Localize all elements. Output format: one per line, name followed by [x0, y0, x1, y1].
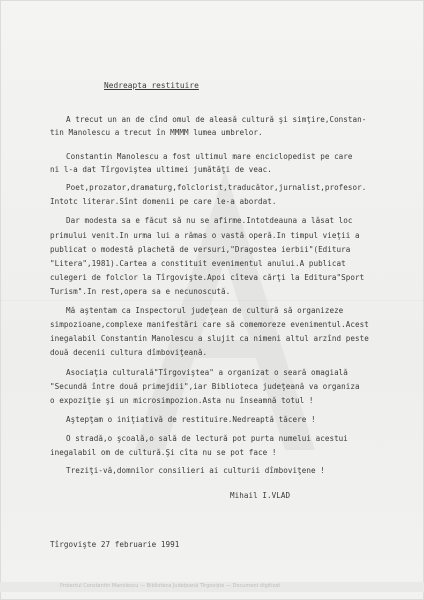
text-line: Asociaţia culturală"Tîrgoviştea" a organizat o seară omagială: [66, 368, 348, 377]
text-line: inegalabil Constantin Manolescu a slujit ca nimeni altul arzînd peste: [50, 334, 369, 343]
text-line: Poet,prozator,dramaturg,folclorist,traducător,jurnalist,profesor.: [66, 183, 367, 192]
footer-text: Proiectul Constantin Manolescu — Biblioteca Judeţeană Tîrgovişte — Document digitizat: [60, 583, 281, 589]
text-line: Aştepţam o iniţiativă de restituire.Nedreaptă tăcere !: [66, 415, 316, 424]
text-line: Turism".In rest,opera sa e necunoscută.: [50, 287, 231, 296]
text-line: primului venit.In urma lui a rămas o vastă operă.In timpul vieţii a: [50, 231, 360, 240]
document-title: Nedreapta restituire: [104, 81, 199, 90]
text-line: Intotc literar.Sînt domenii pe care le-a abordat.: [50, 197, 277, 206]
text-line: "Secundă între două primejdii",iar Biblioteca judeţeană va organiza: [50, 382, 360, 391]
text-line: Treziţi-vă,domnilor consilieri ai culturii dîmboviţene !: [66, 466, 325, 475]
text-line: ni l-a dat Tîrgoviştea ultimei jumătăţi de veac.: [50, 165, 272, 174]
text-line: Constantin Manolescu a fost ultimul mare enciclopedist pe care: [66, 152, 353, 161]
text-line: "Litera",1981).Cartea a constituit evenimentul anului.A publicat: [50, 259, 346, 268]
place-date: Tîrgovişte 27 februarie 1991: [50, 540, 180, 549]
text-line: publicat o modestă plachetă de versuri,"Dragostea ierbii"(Editura: [50, 245, 351, 254]
text-line: simpozioane,complexe manifestări care să comemoreze evenimentul.Acest: [50, 320, 369, 329]
text-line: Dar modesta sa e făcut să nu se afirme.Intotdeauna a lăsat loc: [66, 216, 353, 225]
text-line: A trecut un an de cînd omul de aleasă cultură şi simţire,Constan-: [66, 115, 367, 124]
text-line: culegeri de folclor la Tîrgovişte.Apoi cîteva cărţi la Editura"Sport: [50, 273, 365, 282]
text-line: două decenii cultura dîmboviţeană.: [50, 348, 208, 357]
text-line: tin Manolescu a trecut în MMMM lumea umbrelor.: [50, 128, 263, 137]
text-line: O stradă,o şcoală,o sală de lectură pot purta numelui acestui: [66, 434, 348, 443]
text-line: o expoziţie şi un microsimpozion.Asta nu înseamnă totul !: [50, 396, 314, 405]
text-line: inegalabil om de cultură.Şi cîta nu se pot face !: [50, 448, 277, 457]
text-line: Mă aştentam ca Inspectorul judeţean de cultură să organizeze: [66, 306, 344, 315]
signature-name: Mihail I.VLAD: [230, 491, 291, 500]
